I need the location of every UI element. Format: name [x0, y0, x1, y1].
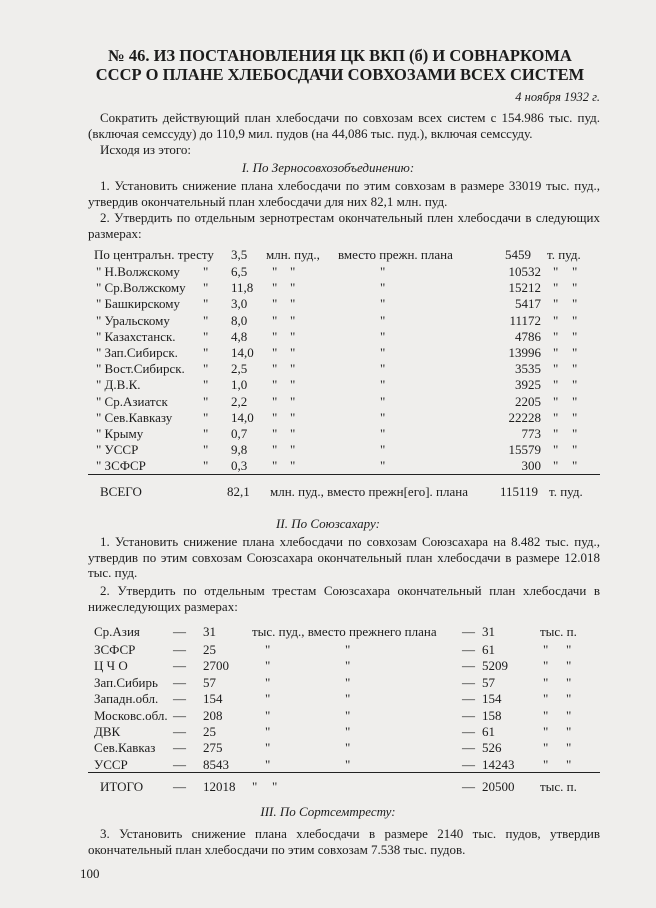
ditto-mark: ": [290, 296, 296, 312]
ditto-mark: ": [203, 312, 209, 328]
ditto-mark: ": [380, 458, 386, 474]
ditto-mark: ": [566, 691, 572, 707]
ditto-mark: ": [345, 756, 351, 772]
section2-total-row: [0, 778, 656, 795]
ditto-mark: ": [272, 280, 278, 296]
dash: —: [173, 691, 186, 707]
previous-value: 773: [521, 426, 541, 441]
dash: —: [173, 642, 186, 657]
ditto-mark: ": [543, 707, 549, 723]
ditto-mark: ": [380, 393, 386, 409]
page-number: 100: [80, 866, 100, 881]
ditto-mark: ": [380, 328, 386, 344]
section2-paragraph-1: 1. Установить снижение плана хлебосдачи по совхозам Союзсахара на 8.482 тыс. пуд., утвердив по этим совхозам Союзсахара окончательный план хлебосдачи в размере 12.018 тыс. пуд.: [88, 534, 600, 580]
ditto-mark: ": [203, 409, 209, 425]
ditto-mark: ": [553, 409, 559, 425]
table-row: [0, 409, 656, 426]
table-row: [0, 246, 656, 263]
table-row: [0, 674, 656, 691]
table-row: [0, 425, 656, 442]
document-date: 4 ноября 1932 г.: [515, 90, 600, 104]
table-row: [0, 623, 656, 640]
ditto-mark: ": [380, 409, 386, 425]
ditto-mark: ": [290, 426, 296, 441]
section1-total-rule: [88, 474, 600, 475]
trust-name: " Крыму: [96, 426, 144, 441]
ditto-mark: ": [345, 691, 351, 707]
dash: —: [462, 691, 475, 707]
section3-heading: III. По Сортсемтресту:: [260, 804, 396, 819]
ditto-mark: ": [272, 779, 278, 794]
dash: —: [173, 658, 186, 674]
ditto-mark: ": [553, 458, 559, 474]
trust-name: УССР: [94, 756, 128, 772]
ditto-mark: ": [203, 426, 209, 441]
previous-value: 526: [482, 740, 502, 756]
total-previous-value: 115119: [500, 484, 539, 499]
table-row: [0, 279, 656, 296]
ditto-mark: ": [380, 296, 386, 312]
previous-value: 154: [482, 691, 502, 707]
trust-name: По централън. тресту: [94, 247, 214, 262]
trust-name: " Н.Волжскому: [96, 264, 180, 279]
ditto-mark: ": [572, 280, 578, 296]
ditto-mark: ": [572, 361, 578, 377]
ditto-mark: ": [572, 328, 578, 344]
plan-value: 208: [203, 707, 223, 723]
document-title: [80, 46, 600, 84]
previous-value: 4786: [515, 328, 541, 344]
ditto-mark: ": [290, 458, 296, 474]
section1-total-row: [0, 483, 656, 500]
ditto-mark: ": [272, 377, 278, 393]
dash: —: [462, 779, 475, 794]
total-value: 12018: [203, 779, 236, 794]
ditto-mark: ": [543, 724, 549, 739]
ditto-mark: ": [203, 345, 209, 360]
ditto-mark: ": [345, 674, 351, 690]
ditto-mark: ": [203, 280, 209, 296]
dash: —: [462, 624, 475, 639]
ditto-mark: ": [290, 361, 296, 377]
ditto-mark: ": [553, 393, 559, 409]
dash: —: [173, 756, 186, 772]
ditto-mark: ": [345, 707, 351, 723]
plan-value: 4,8: [231, 328, 248, 344]
ditto-mark: ": [265, 740, 271, 756]
ditto-mark: ": [566, 658, 572, 674]
total-label: ИТОГО: [100, 779, 144, 794]
total-previous-label: млн. пуд., вместо прежн[его]. плана: [270, 484, 468, 499]
ditto-mark: ": [380, 280, 386, 296]
dash: —: [173, 779, 186, 794]
ditto-mark: ": [203, 361, 209, 377]
plan-value: 3,0: [231, 296, 248, 312]
ditto-mark: ": [566, 674, 572, 690]
table-row: [0, 690, 656, 707]
plan-value: 154: [203, 691, 223, 707]
previous-value: 61: [482, 642, 495, 657]
dash: —: [173, 674, 186, 690]
ditto-mark: ": [272, 409, 278, 425]
ditto-mark: ": [543, 691, 549, 707]
ditto-mark: ": [543, 658, 549, 674]
table-row: [0, 376, 656, 393]
plan-value: 8543: [203, 756, 229, 772]
ditto-mark: ": [380, 377, 386, 393]
intro-paragraph: Сократить действующий план хлебосдачи по совхозам всех систем с 154.986 тыс. пуд. (включая семссуду) до 110,9 мил. пудов (на 44,086 тыс. пуд.), включая семссуду.: [88, 110, 600, 141]
ditto-mark: ": [203, 264, 209, 279]
trust-name: " Башкирскому: [96, 296, 180, 312]
ditto-mark: ": [572, 442, 578, 458]
ditto-mark: ": [553, 426, 559, 441]
ditto-mark: ": [543, 642, 549, 657]
dash: —: [462, 642, 475, 657]
ditto-mark: ": [272, 296, 278, 312]
previous-value: 3535: [515, 361, 541, 377]
ditto-mark: ": [265, 691, 271, 707]
ditto-mark: ": [553, 264, 559, 279]
trust-name: " УССР: [96, 442, 139, 458]
previous-plan-label: тыс. пуд., вместо прежнего плана: [252, 624, 437, 639]
ditto-mark: ": [272, 345, 278, 360]
plan-value: 2,5: [231, 361, 248, 377]
ditto-mark: ": [345, 740, 351, 756]
ditto-mark: ": [272, 458, 278, 474]
plan-value: 2700: [203, 658, 229, 674]
previous-value: 15212: [508, 280, 541, 296]
previous-value: 2205: [515, 393, 541, 409]
ditto-mark: ": [203, 296, 209, 312]
ditto-mark: ": [572, 426, 578, 441]
plan-value: 1,0: [231, 377, 248, 393]
ditto-mark: ": [572, 377, 578, 393]
previous-value: 10532: [508, 264, 541, 279]
section1-paragraph-1: 1. Установить снижение плана хлебосдачи по этим совхозам в размере 33019 тыс. пуд., утвердив окончательный план хлебосдачи для них 82,1 млн. пуд.: [88, 178, 600, 209]
table-row: [0, 441, 656, 458]
dash: —: [173, 740, 186, 756]
ditto-mark: ": [553, 361, 559, 377]
plan-value: 8,0: [231, 312, 248, 328]
ditto-mark: ": [203, 328, 209, 344]
ditto-mark: ": [272, 393, 278, 409]
total-unit: т. пуд.: [549, 484, 583, 499]
dash: —: [173, 707, 186, 723]
ditto-mark: ": [572, 458, 578, 474]
trust-name: " Вост.Сибирск.: [96, 361, 185, 377]
plan-value: 57: [203, 674, 216, 690]
ditto-mark: ": [572, 409, 578, 425]
plan-value: 6,5: [231, 264, 248, 279]
ditto-mark: ": [553, 296, 559, 312]
plan-value: 31: [203, 624, 216, 639]
plan-value: 2,2: [231, 393, 248, 409]
ditto-mark: ": [553, 312, 559, 328]
previous-value: 300: [521, 458, 541, 474]
ditto-mark: ": [380, 426, 386, 441]
previous-value: 5417: [515, 296, 541, 312]
ditto-mark: ": [572, 264, 578, 279]
ditto-mark: ": [272, 328, 278, 344]
trust-name: " Зап.Сибирск.: [96, 345, 178, 360]
ditto-mark: ": [380, 361, 386, 377]
dash: —: [462, 674, 475, 690]
table-row: [0, 723, 656, 740]
title-line-1: № 46. ИЗ ПОСТАНОВЛЕНИЯ ЦК ВКП (б) И СОВНАРКОМА: [108, 46, 572, 65]
ditto-mark: ": [290, 280, 296, 296]
trust-name: Московс.обл.: [94, 707, 168, 723]
basis-paragraph: Исходя из этого:: [100, 142, 192, 157]
ditto-mark: ": [203, 393, 209, 409]
section2-paragraph-2: 2. Утвердить по отдельным трестам Союзсахара окончательный план хлебосдачи в нижеследующих размерах:: [88, 583, 600, 614]
trust-name: " Ср.Азиатск: [96, 393, 168, 409]
ditto-mark: ": [290, 328, 296, 344]
table-row: [0, 707, 656, 724]
trust-name: ЗСФСР: [94, 642, 136, 657]
ditto-mark: ": [543, 740, 549, 756]
ditto-mark: ": [566, 740, 572, 756]
previous-value: 15579: [508, 442, 541, 458]
ditto-mark: ": [553, 280, 559, 296]
plan-value: 11,8: [231, 280, 254, 296]
previous-value: 14243: [482, 756, 515, 772]
total-label: ВСЕГО: [100, 484, 142, 499]
trust-name: " Сев.Кавказу: [96, 409, 173, 425]
plan-value: 3,5: [231, 247, 248, 262]
trust-name: ДВК: [94, 724, 121, 739]
ditto-mark: ": [566, 707, 572, 723]
plan-value: 14,0: [231, 345, 254, 360]
ditto-mark: ": [203, 458, 209, 474]
section2-total-rule: [88, 772, 600, 773]
ditto-mark: ": [553, 328, 559, 344]
trust-name: " Д.В.К.: [96, 377, 141, 393]
unit-label: тыс. п.: [540, 624, 577, 639]
ditto-mark: ": [265, 674, 271, 690]
ditto-mark: ": [290, 393, 296, 409]
plan-value: 0,7: [231, 426, 248, 441]
ditto-mark: ": [272, 264, 278, 279]
ditto-mark: ": [265, 658, 271, 674]
ditto-mark: ": [572, 296, 578, 312]
ditto-mark: ": [553, 377, 559, 393]
previous-value: 5209: [482, 658, 508, 674]
trust-name: " ЗСФСР: [96, 458, 146, 474]
trust-name: " Ср.Волжскому: [96, 280, 186, 296]
table-row: [0, 328, 656, 345]
ditto-mark: ": [553, 345, 559, 360]
table-row: [0, 295, 656, 312]
previous-value: 57: [482, 674, 495, 690]
ditto-mark: ": [572, 312, 578, 328]
plan-value: 25: [203, 724, 216, 739]
previous-value: 31: [482, 624, 495, 639]
ditto-mark: ": [290, 377, 296, 393]
ditto-mark: ": [380, 264, 386, 279]
trust-name: " Уральскому: [96, 312, 170, 328]
plan-value: 25: [203, 642, 216, 657]
title-line-2: СССР О ПЛАНЕ ХЛЕБОСДАЧИ СОВХОЗАМИ ВСЕХ СИСТЕМ: [95, 65, 585, 84]
ditto-mark: ": [290, 409, 296, 425]
ditto-mark: ": [566, 642, 572, 657]
dash: —: [462, 724, 475, 739]
dash: —: [462, 707, 475, 723]
ditto-mark: ": [272, 442, 278, 458]
ditto-mark: ": [272, 312, 278, 328]
ditto-mark: ": [252, 779, 258, 794]
trust-name: Ц Ч О: [94, 658, 128, 674]
ditto-mark: ": [572, 393, 578, 409]
trust-name: Западн.обл.: [94, 691, 159, 707]
dash: —: [462, 740, 475, 756]
ditto-mark: ": [265, 642, 271, 657]
ditto-mark: ": [566, 756, 572, 772]
total-value: 82,1: [227, 484, 250, 499]
ditto-mark: ": [290, 312, 296, 328]
dash: —: [462, 658, 475, 674]
dash: —: [462, 756, 475, 772]
table-row: [0, 344, 656, 361]
section3-paragraph-1: 3. Установить снижение плана хлебосдачи в размере 2140 тыс. пудов, утвердив окончательный план хлебосдачи по этим совхозам 7.538 тыс. пудов.: [88, 826, 600, 857]
ditto-mark: ": [265, 756, 271, 772]
previous-value: 11172: [509, 312, 541, 328]
ditto-mark: ": [203, 377, 209, 393]
plan-value: 14,0: [231, 409, 254, 425]
ditto-mark: ": [290, 264, 296, 279]
previous-value: 13996: [508, 345, 541, 360]
trust-name: Сев.Кавказ: [94, 740, 156, 756]
plan-value: 275: [203, 740, 223, 756]
ditto-mark: ": [553, 442, 559, 458]
previous-plan-label: вместо прежн. плана: [338, 247, 453, 262]
ditto-mark: ": [290, 442, 296, 458]
dash: —: [173, 724, 186, 739]
ditto-mark: ": [543, 674, 549, 690]
ditto-mark: ": [380, 442, 386, 458]
ditto-mark: ": [290, 345, 296, 360]
dash: —: [173, 624, 186, 639]
total-unit: тыс. п.: [540, 779, 577, 794]
trust-name: " Казахстанск.: [96, 328, 176, 344]
ditto-mark: ": [566, 724, 572, 739]
previous-value: 3925: [515, 377, 541, 393]
table-row: [0, 641, 656, 658]
ditto-mark: ": [380, 345, 386, 360]
table-row: [0, 756, 656, 773]
table-row: [0, 263, 656, 280]
ditto-mark: ": [265, 724, 271, 739]
section1-paragraph-2: 2. Утвердить по отдельным зернотрестам окончательный плен хлебосдачи в следующих размерах:: [88, 210, 600, 241]
unit-label: млн. пуд.,: [266, 247, 320, 262]
plan-value: 9,8: [231, 442, 248, 458]
trust-name: Зап.Сибирь: [94, 674, 158, 690]
ditto-mark: ": [572, 345, 578, 360]
ditto-mark: ": [380, 312, 386, 328]
ditto-mark: ": [272, 361, 278, 377]
table-row: [0, 312, 656, 329]
trust-name: Ср.Азия: [94, 624, 140, 639]
table-row: [0, 657, 656, 674]
previous-value: 158: [482, 707, 502, 723]
previous-value: 22228: [508, 409, 541, 425]
plan-value: 0,3: [231, 458, 248, 474]
table-row: [0, 739, 656, 756]
ditto-mark: ": [543, 756, 549, 772]
total-previous-value: 20500: [482, 779, 515, 794]
ditto-mark: ": [345, 724, 351, 739]
unit-label-2: т. пуд.: [547, 247, 581, 262]
ditto-mark: ": [203, 442, 209, 458]
ditto-mark: ": [265, 707, 271, 723]
table-row: [0, 393, 656, 410]
table-row: [0, 457, 656, 474]
previous-value: 5459: [505, 247, 531, 262]
ditto-mark: ": [345, 658, 351, 674]
section2-heading: II. По Союзсахару:: [276, 516, 380, 531]
table-row: [0, 360, 656, 377]
ditto-mark: ": [272, 426, 278, 441]
previous-value: 61: [482, 724, 495, 739]
section1-heading: I. По Зерносовхозобъединению:: [241, 160, 415, 175]
ditto-mark: ": [345, 642, 351, 657]
